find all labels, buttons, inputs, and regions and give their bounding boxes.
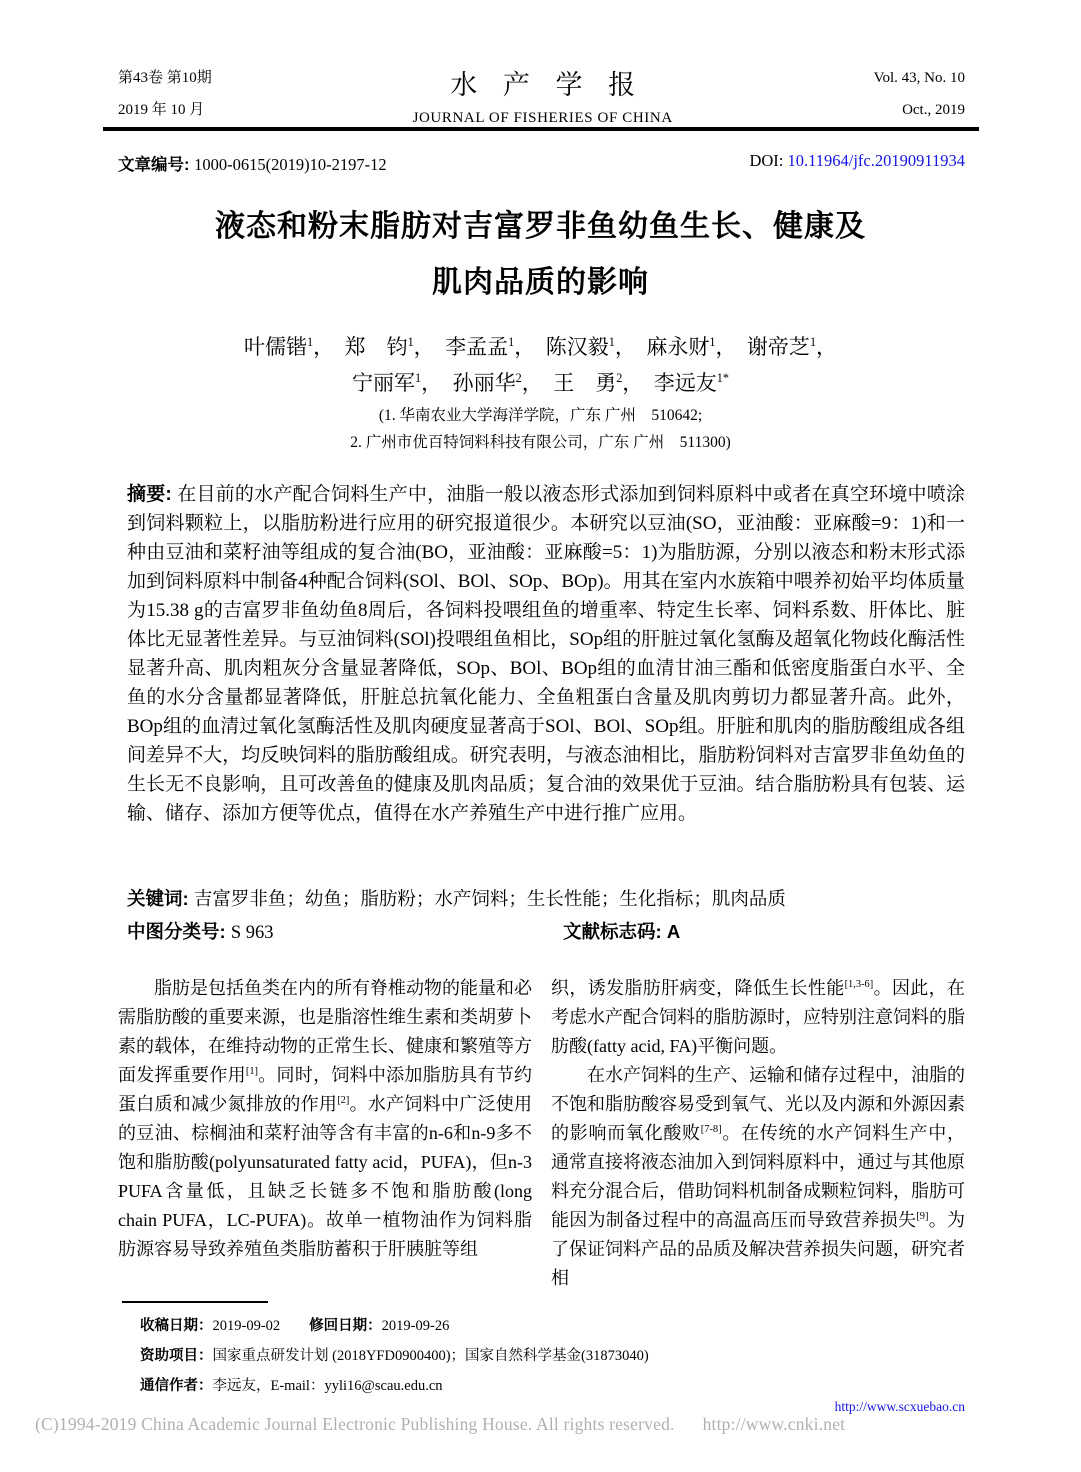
footnote-divider-rule — [122, 1301, 268, 1303]
journal-title-en: JOURNAL OF FISHERIES OF CHINA — [412, 110, 673, 126]
article-id-label: 文章编号: — [118, 156, 195, 174]
doi — [749, 151, 965, 175]
journal-title-cn: 水产学报 — [450, 70, 661, 100]
header-center — [413, 62, 673, 127]
journal-header — [118, 62, 965, 127]
clc-item — [127, 923, 273, 943]
footnote-received-revised: 收稿日期：2019-09-02 修回日期：2019-09-26 — [140, 1318, 450, 1334]
authors-line-1: 叶儒锴$^1$， 郑 钧$^1$， 李孟孟$^1$， 陈汉毅$^1$， 麻永财$^1$， 谢帝芝$^1$， — [243, 335, 838, 359]
article-title-line1: 液态和粉末脂肪对吉富罗非鱼幼鱼生长、健康及 — [215, 210, 866, 243]
footnote-funding: 资助项目：国家重点研发计划 (2018YFD0900400)；国家自然科学基金(31873040) — [140, 1348, 649, 1364]
header-left — [118, 62, 212, 127]
keywords — [127, 884, 965, 915]
doi-link[interactable]: 10.11964/jfc.20190911934 — [787, 151, 965, 170]
keywords-text: 吉富罗非鱼；幼鱼；脂肪粉；水产饲料；生长性能；生化指标；肌肉品质 — [193, 890, 786, 910]
article-id — [118, 151, 387, 175]
copyright-text: (C)1994-2019 China Academic Journal Electronic Publishing House. All rights reserved. — [35, 1414, 675, 1434]
body-columns — [118, 974, 965, 1293]
doc-code-value: A — [666, 921, 681, 942]
volume-number-en: Vol. 43, No. 10 — [873, 70, 965, 86]
body-paragraph: 脂肪是包括鱼类在内的所有脊椎动物的能量和必需脂肪酸的重要来源，也是脂溶性维生素和类胡萝卜素的载体，在维持动物的正常生长、健康和繁殖等方面发挥重要作用[1]。同时，饲料中添加脂肪具有节约蛋白质和减少氮排放的作用[2]。水产饲料中广泛使用的豆油、棕榈油和菜籽油等含有丰富的n-6和n-9多不饱和脂肪酸(polyunsaturated fatty acid，PUFA)，但n-3 PUFA含量低，且缺乏长链多不饱和脂肪酸(long chain PUFA，LC-PUFA)。故单一植物油作为饲料脂肪源容易导致养殖鱼类脂肪蓄积于肝胰脏等组 — [118, 978, 533, 1259]
body-column-left — [118, 974, 532, 1293]
copyright-line — [35, 1414, 1045, 1435]
issue-date-cn: 2019 年 10 月 — [118, 102, 205, 118]
journal-site-link[interactable]: http://www.scxuebao.cn — [834, 1399, 965, 1414]
article-title — [0, 199, 1081, 311]
body-paragraph: 在水产饲料的生产、运输和储存过程中，油脂的不饱和脂肪酸容易受到氧气、光以及内源和外源因素的影响而氧化酸败[7-8]。在传统的水产饲料生产中，通常直接将液态油加入到饲料原料中，通过与其他原料充分混合后，借助饲料机制备成颗粒饲料，脂肪可能因为制备过程中的高温高压而导致营养损失[9]。为了保证饲料产品的品质及解决营养损失问题，研究者相 — [551, 1065, 966, 1288]
article-title-line2: 肌肉品质的影响 — [432, 266, 649, 299]
keywords-label: 关键词: — [127, 888, 194, 909]
cnki-link[interactable]: http://www.cnki.net — [702, 1414, 846, 1434]
meta-row — [118, 151, 965, 175]
footnote-corresponding-author: 通信作者：李远友，E-mail：yyli16@scau.edu.cn — [140, 1378, 443, 1394]
doi-label: DOI: — [749, 151, 788, 170]
article-id-value: 1000-0615(2019)10-2197-12 — [194, 155, 387, 174]
abstract-text: 在目前的水产配合饲料生产中，油脂一般以液态形式添加到饲料原料中或者在真空环境中喷涂到饲料颗粒上，以脂肪粉进行应用的研究报道很少。本研究以豆油(SO，亚油酸：亚麻酸=9：1)和一种由豆油和菜籽油等组成的复合油(BO，亚油酸：亚麻酸=5：1)为脂肪源，分别以液态和粉末形式添加到饲料原料中制备4种配合饲料(SOl、BOl、SOp、BOp)。用其在室内水族箱中喂养初始平均体质量为15.38 g的吉富罗非鱼幼鱼8周后，各饲料投喂组鱼的增重率、特定生长率、饲料系数、肝体比、脏体比无显著性差异。与豆油饲料(SOl)投喂组鱼相比，SOp组的肝脏过氧化氢酶及超氧化物歧化酶活性显著升高、肌肉粗灰分含量显著降低，SOp、BOl、BOp组的血清甘油三酯和低密度脂蛋白水平、全鱼的水分含量都显著降低，肝脏总抗氧化能力、全鱼粗蛋白含量及肌肉剪切力都显著升高。此外，BOp组的血清过氧化氢酶活性及肌肉硬度显著高于SOl、BOl、SOp组。肝脏和肌肉的脂肪酸组成各组间差异不大，均反映饲料的脂肪酸组成。研究表明，与液态油相比，脂肪粉饲料对吉富罗非鱼幼鱼的生长无不良影响，且可改善鱼的健康及肌肉品质；复合油的效果优于豆油。结合脂肪粉具有包装、运输、储存、添加方便等优点，值得在水产养殖生产中进行推广应用。 — [127, 484, 965, 824]
doc-code-item — [563, 918, 680, 944]
clc-label: 中图分类号: — [127, 921, 231, 942]
header-right — [874, 62, 965, 127]
issue-date-en: Oct., 2019 — [902, 102, 965, 118]
authors-line-2: 宁丽军$^1$， 孙丽华$^2$， 王 勇$^2$， 李远友$^{1*}$ — [352, 371, 729, 395]
affiliation-1: (1. 华南农业大学海洋学院，广东 广州 510642; — [378, 407, 703, 424]
body-paragraph: 织，诱发脂肪肝病变，降低生长性能[1,3-6]。因此，在考虑水产配合饲料的脂肪源时，应特别注意饲料的脂肪酸(fatty acid, FA)平衡问题。 — [551, 978, 966, 1056]
issue-number-cn: 第43卷 第10期 — [118, 70, 212, 86]
clc-value: S 963 — [230, 923, 274, 943]
classification-row — [127, 918, 965, 944]
header-divider-rule — [103, 127, 979, 131]
abstract-label: 摘要: — [127, 484, 178, 505]
body-column-right — [551, 974, 965, 1293]
affiliation-2: 2. 广州市优百特饲料科技有限公司，广东 广州 511300) — [350, 434, 731, 451]
doc-code-label: 文献标志码: — [563, 921, 667, 942]
abstract — [127, 480, 965, 828]
